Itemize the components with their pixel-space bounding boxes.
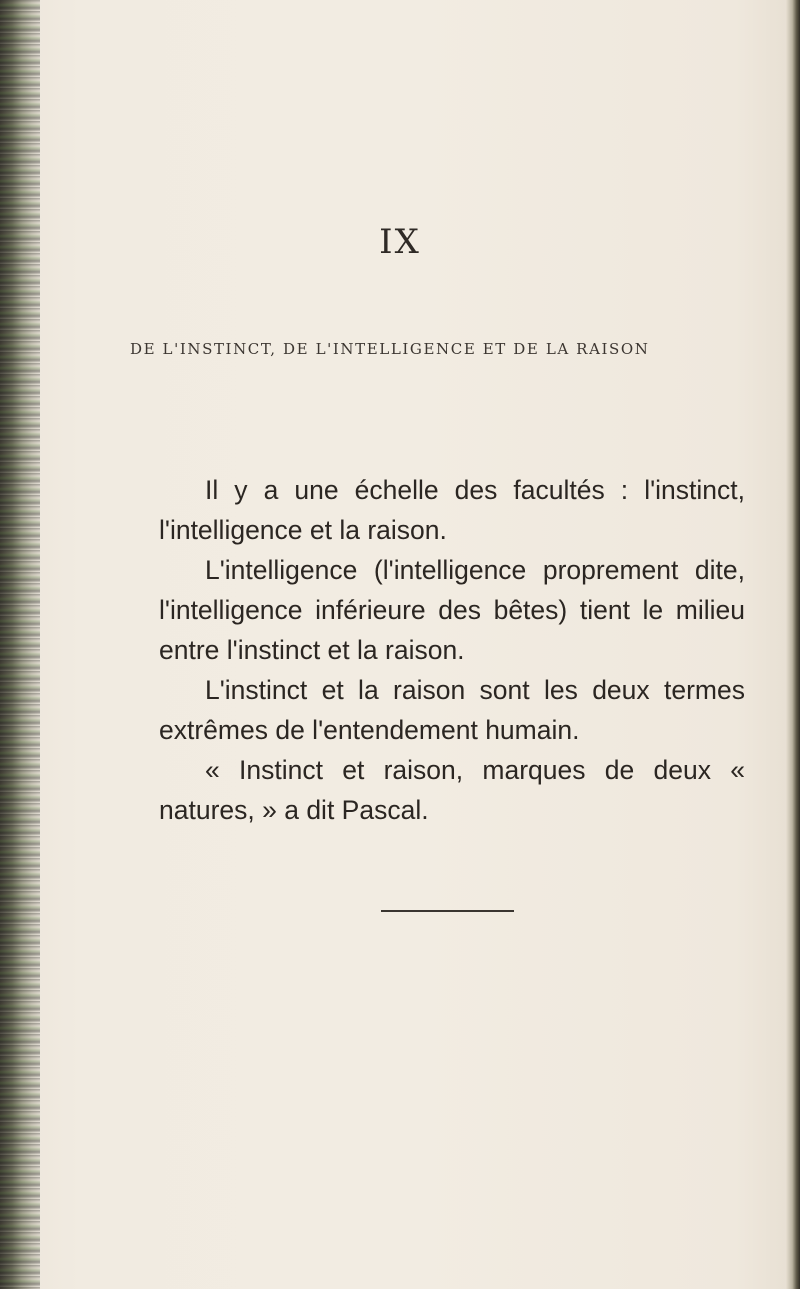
chapter-body bbox=[159, 470, 745, 830]
paragraph-1: Il y a une échelle des facultés : l'instinct, l'intelligence et la raison. bbox=[159, 475, 745, 545]
binding-edge bbox=[0, 0, 40, 1289]
paragraph-2: L'intelligence (l'intelligence proprement dite, l'intelligence inférieure des bêtes) tient le milieu entre l'instinct et la raison. bbox=[159, 555, 745, 665]
chapter-title: DE L'INSTINCT, DE L'INTELLIGENCE ET DE LA RAISON bbox=[130, 340, 650, 358]
page-edge bbox=[786, 0, 800, 1289]
section-divider bbox=[381, 910, 514, 912]
chapter-numeral: IX bbox=[379, 222, 421, 262]
paragraph-3: L'instinct et la raison sont les deux termes extrêmes de l'entendement humain. bbox=[159, 675, 745, 745]
paragraph-4: « Instinct et raison, marques de deux « natures, » a dit Pascal. bbox=[159, 755, 745, 825]
